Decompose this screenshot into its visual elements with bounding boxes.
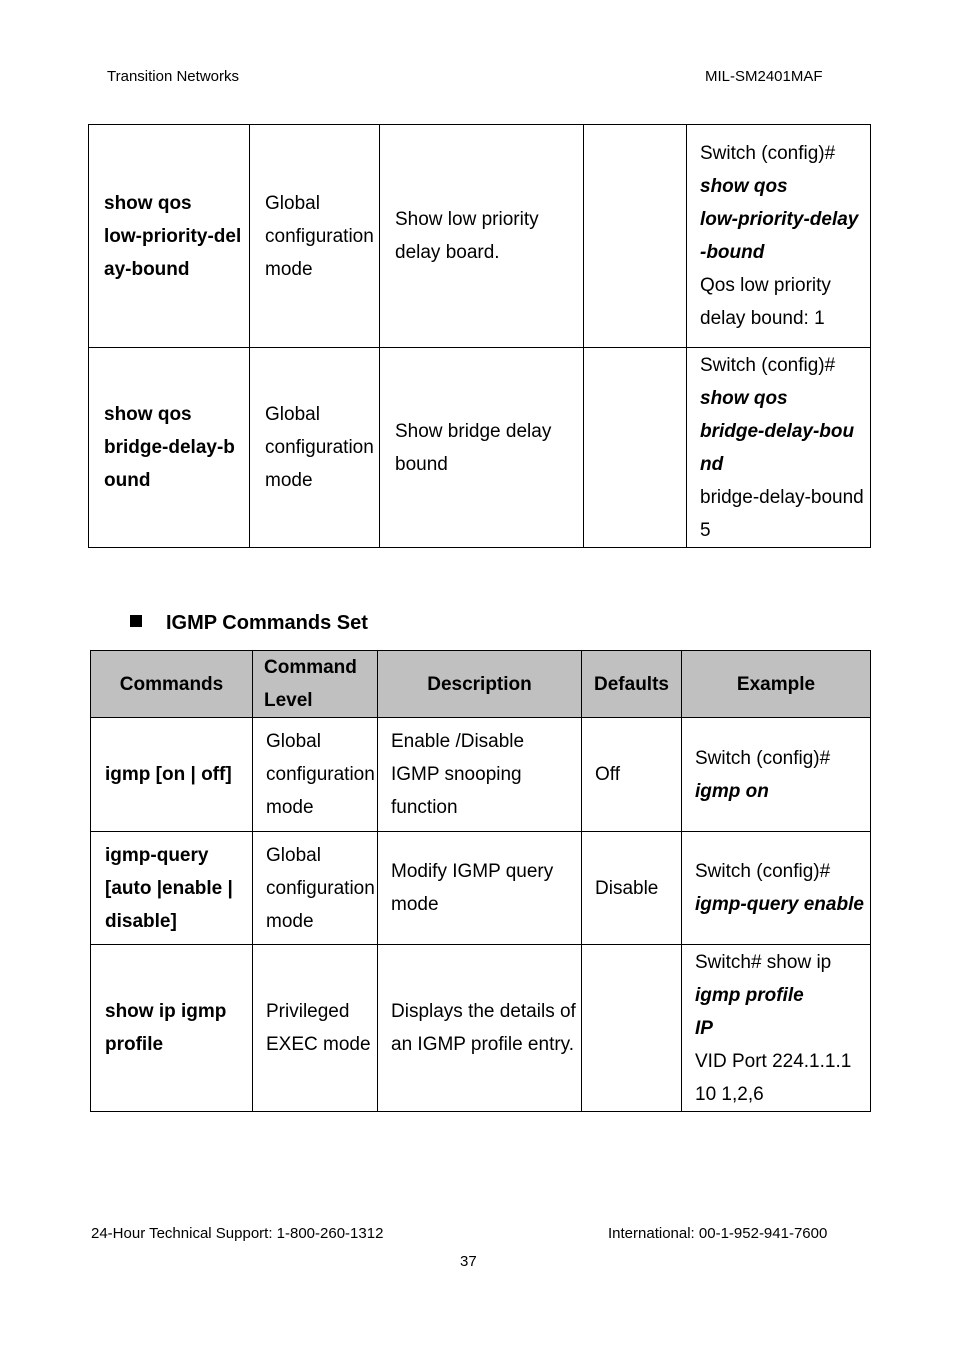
defaults-cell	[584, 348, 687, 548]
level-cell: Privileged EXEC mode	[253, 945, 378, 1112]
header-defaults: Defaults	[582, 651, 682, 718]
page-number: 37	[460, 1253, 477, 1270]
defaults-cell	[584, 125, 687, 348]
example-cell: Switch (config)# igmp on	[682, 718, 871, 832]
example-cell: Switch (config)# show qos low-priority-delay -bound Qos low priority delay bound: 1	[687, 125, 871, 348]
command-cell: igmp-query [auto |enable | disable]	[91, 832, 253, 945]
footer-support: 24-Hour Technical Support: 1-800-260-1312	[91, 1225, 384, 1242]
header-example: Example	[682, 651, 871, 718]
level-cell: Global configuration mode	[250, 348, 380, 548]
defaults-cell: Disable	[582, 832, 682, 945]
example-cell: Switch (config)# show qos bridge-delay-bou nd bridge-delay-bound 5	[687, 348, 871, 548]
command-cell: show qos low-priority-del ay-bound	[89, 125, 250, 348]
level-cell: Global configuration mode	[253, 718, 378, 832]
table-row	[91, 832, 871, 945]
table-row	[91, 945, 871, 1112]
header-commands: Commands	[91, 651, 253, 718]
igmp-command-table	[90, 650, 871, 1112]
defaults-cell	[582, 945, 682, 1112]
header-description: Description	[378, 651, 582, 718]
description-cell: Displays the details of an IGMP profile entry.	[378, 945, 582, 1112]
footer-international: International: 00-1-952-941-7600	[608, 1225, 828, 1242]
section-heading: IGMP Commands Set	[130, 612, 368, 635]
example-cell: Switch (config)# igmp-query enable	[682, 832, 871, 945]
table-header-row	[91, 651, 871, 718]
command-cell: igmp [on | off]	[91, 718, 253, 832]
example-cell: Switch# show ip igmp profile IP VID Port 224.1.1.1 10 1,2,6	[682, 945, 871, 1112]
table-row	[89, 125, 871, 348]
level-cell: Global configuration mode	[250, 125, 380, 348]
header-company: Transition Networks	[107, 68, 239, 85]
header-model: MIL-SM2401MAF	[705, 68, 823, 85]
command-cell: show qos bridge-delay-b ound	[89, 348, 250, 548]
command-cell: show ip igmp profile	[91, 945, 253, 1112]
description-cell: Show bridge delay bound	[380, 348, 584, 548]
description-cell: Show low priority delay board.	[380, 125, 584, 348]
defaults-cell: Off	[582, 718, 682, 832]
table-row	[91, 718, 871, 832]
qos-command-table	[88, 124, 871, 548]
level-cell: Global configuration mode	[253, 832, 378, 945]
table-row	[89, 348, 871, 548]
description-cell: Enable /Disable IGMP snooping function	[378, 718, 582, 832]
description-cell: Modify IGMP query mode	[378, 832, 582, 945]
square-bullet-icon	[130, 615, 142, 627]
header-command-level: Command Level	[253, 651, 378, 718]
